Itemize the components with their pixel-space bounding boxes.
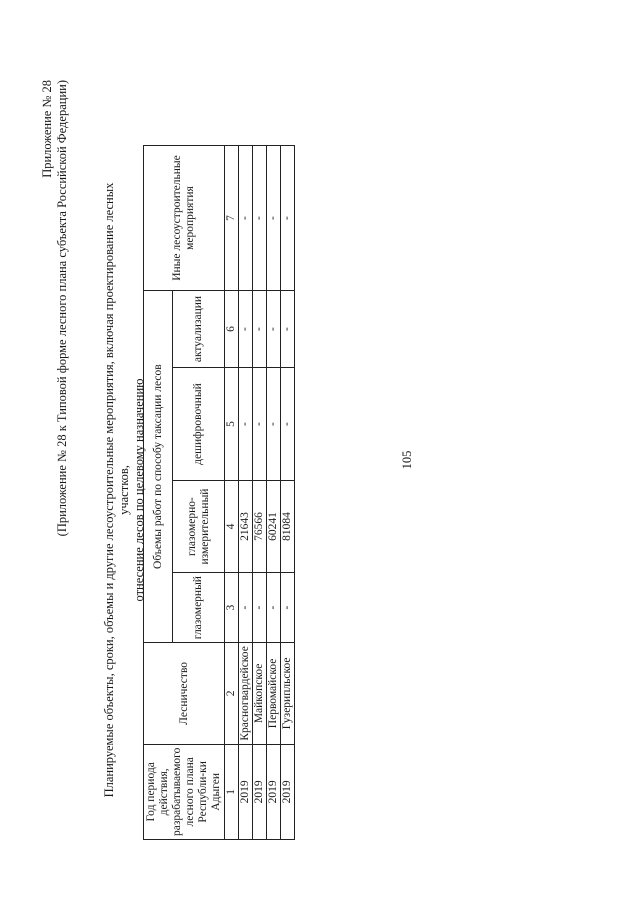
cell-forestry: Первомайское [267,643,281,744]
header-year: Год периода действия, разрабатываемого лесного плана Республи-ки Адыгеи [144,744,225,839]
header-visual: глазомерный [173,573,225,643]
table-row [239,146,253,840]
cell-year: 2019 [281,744,295,839]
title-line: отнесение лесов по целевому назначению [132,378,146,602]
cell-decoding: - [281,368,295,481]
table-row [281,146,295,840]
header-other-measures: Иные лесоустроительные мероприятия [144,146,225,291]
table-row [267,146,281,840]
column-number: 3 [225,573,239,643]
document-page [40,80,600,840]
cell-visual-measuring: 21643 [239,481,253,573]
forest-plan-table [143,145,295,840]
cell-visual: - [239,573,253,643]
column-number: 2 [225,643,239,744]
cell-year: 2019 [239,744,253,839]
cell-update: - [253,291,267,368]
cell-forestry: Красногвардейское [239,643,253,744]
cell-decoding: - [239,368,253,481]
table-row [253,146,267,840]
cell-visual: - [267,573,281,643]
appendix-reference: (Приложение № 28 к Типовой форме лесного плана субъекта Российской Федерации) [55,80,69,537]
column-number: 1 [225,744,239,839]
cell-other: - [267,146,281,291]
column-number: 7 [225,146,239,291]
title-line: Планируемые объекты, сроки, объемы и другие лесоустроительные мероприятия, включая проектирование лесных участков, [102,182,131,798]
header-forestry: Лесничество [144,643,225,744]
cell-visual: - [253,573,267,643]
cell-update: - [281,291,295,368]
header-update: актуализации [173,291,225,368]
column-number-row [225,146,239,840]
appendix-header [40,80,70,800]
page-number: 105 [400,450,414,470]
cell-year: 2019 [253,744,267,839]
cell-visual-measuring: 76566 [253,481,267,573]
column-number: 6 [225,291,239,368]
cell-forestry: Гузерипльское [281,643,295,744]
cell-visual: - [281,573,295,643]
cell-other: - [239,146,253,291]
cell-visual-measuring: 81084 [281,481,295,573]
document-title [102,180,147,800]
cell-other: - [253,146,267,291]
cell-decoding: - [253,368,267,481]
header-visual-measuring: глазомерно-измерительный [173,481,225,573]
cell-update: - [239,291,253,368]
column-number: 4 [225,481,239,573]
cell-decoding: - [267,368,281,481]
cell-visual-measuring: 60241 [267,481,281,573]
cell-update: - [267,291,281,368]
column-number: 5 [225,368,239,481]
appendix-label: Приложение № 28 [40,80,54,178]
cell-forestry: Майкопское [253,643,267,744]
header-decoding: дешифровочный [173,368,225,481]
header-volumes-group: Объемы работ по способу таксации лесов [144,291,173,643]
cell-year: 2019 [267,744,281,839]
cell-other: - [281,146,295,291]
